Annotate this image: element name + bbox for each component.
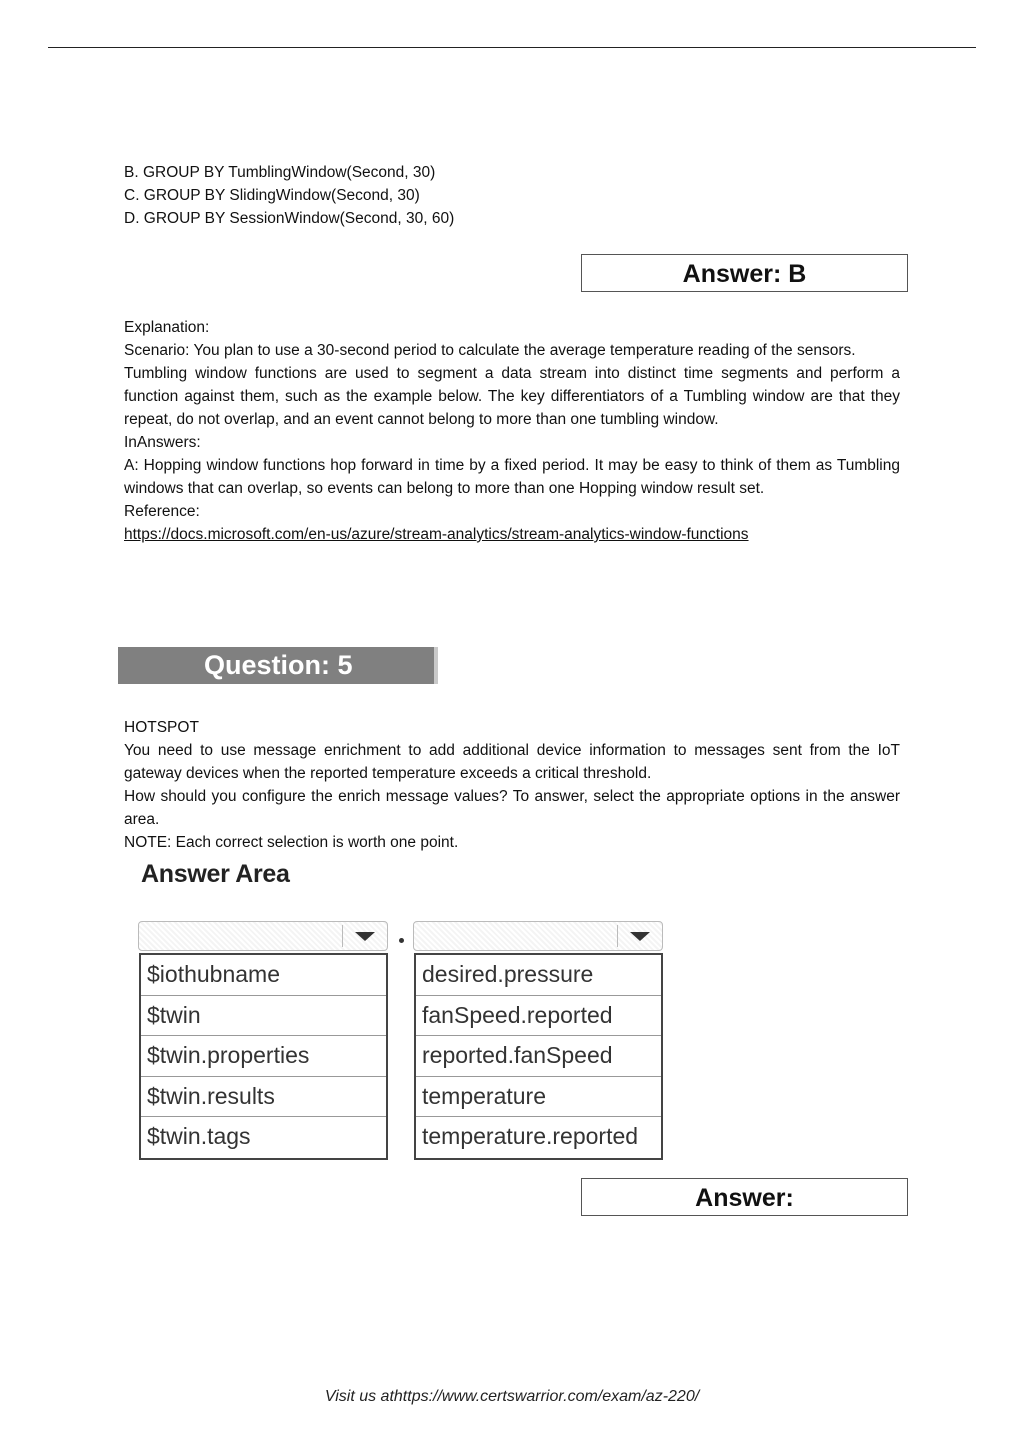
question-note: NOTE: Each correct selection is worth one point. bbox=[124, 834, 459, 851]
question-text-1: You need to use message enrichment to add additional device information to messages sent from the IoT gateway devices when the reported temperature exceeds a critical threshold. bbox=[124, 742, 900, 782]
left-option[interactable]: $twin.properties bbox=[141, 1036, 386, 1077]
question-type: HOTSPOT bbox=[124, 719, 199, 736]
dropdown-separator bbox=[617, 925, 618, 947]
question-header bbox=[118, 647, 438, 684]
reference-link[interactable]: https://docs.microsoft.com/en-us/azure/stream-analytics/stream-analytics-window-functions bbox=[124, 526, 749, 543]
answer-options bbox=[124, 161, 900, 230]
answer-area-title: Answer Area bbox=[141, 860, 290, 888]
right-option[interactable]: temperature.reported bbox=[422, 1123, 639, 1149]
answer-box: Answer: bbox=[581, 1178, 908, 1216]
explanation-inanswers: InAnswers: bbox=[124, 434, 201, 451]
left-option[interactable]: $twin.tags bbox=[147, 1123, 251, 1149]
left-options-list bbox=[139, 953, 388, 1160]
header-rule bbox=[48, 47, 976, 48]
left-option[interactable]: $twin.results bbox=[141, 1077, 386, 1118]
right-dropdown[interactable] bbox=[413, 921, 663, 951]
footer-text: Visit us athttps://www.certswarrior.com/exam/az-220/ bbox=[324, 1388, 700, 1405]
explanation-tumbling: Tumbling window functions are used to segment a data stream into distinct time segments and perform a function against them, such as the example below. The key differentiators of a Tumbling window are that they repeat, do not overlap, and an event cannot belong to more than one tumbling window. bbox=[124, 365, 900, 428]
right-option[interactable]: fanSpeed.reported bbox=[416, 996, 661, 1037]
left-option[interactable]: $twin bbox=[141, 996, 386, 1037]
option-d: D. GROUP BY SessionWindow(Second, 30, 60) bbox=[124, 210, 455, 227]
explanation-section bbox=[124, 316, 900, 546]
separator-dot bbox=[399, 938, 404, 943]
reference-label: Reference: bbox=[124, 503, 200, 520]
left-option[interactable]: $iothubname bbox=[141, 955, 386, 996]
explanation-hopping: A: Hopping window functions hop forward in time by a fixed period. It may be easy to think of them as Tumbling windows that can overlap, so events can belong to more than one Hopping window result set. bbox=[124, 457, 900, 497]
explanation-heading: Explanation: bbox=[124, 319, 210, 336]
right-option[interactable]: temperature bbox=[416, 1077, 661, 1118]
answer-box-previous: Answer: B bbox=[581, 254, 908, 292]
option-b: B. GROUP BY TumblingWindow(Second, 30) bbox=[124, 164, 436, 181]
option-c: C. GROUP BY SlidingWindow(Second, 30) bbox=[124, 187, 420, 204]
question-title: Question: 5 bbox=[204, 650, 353, 680]
question-text-2: How should you configure the enrich message values? To answer, select the appropriate options in the answer area. bbox=[124, 788, 900, 828]
right-option[interactable]: desired.pressure bbox=[416, 955, 661, 996]
chevron-down-icon[interactable] bbox=[630, 932, 650, 941]
chevron-down-icon[interactable] bbox=[355, 932, 375, 941]
left-dropdown[interactable] bbox=[138, 921, 388, 951]
dropdown-separator bbox=[342, 925, 343, 947]
question-body bbox=[124, 716, 900, 854]
explanation-scenario: Scenario: You plan to use a 30-second period to calculate the average temperature reading of the sensors. bbox=[124, 342, 856, 359]
right-option[interactable]: reported.fanSpeed bbox=[416, 1036, 661, 1077]
right-options-list bbox=[414, 953, 663, 1160]
